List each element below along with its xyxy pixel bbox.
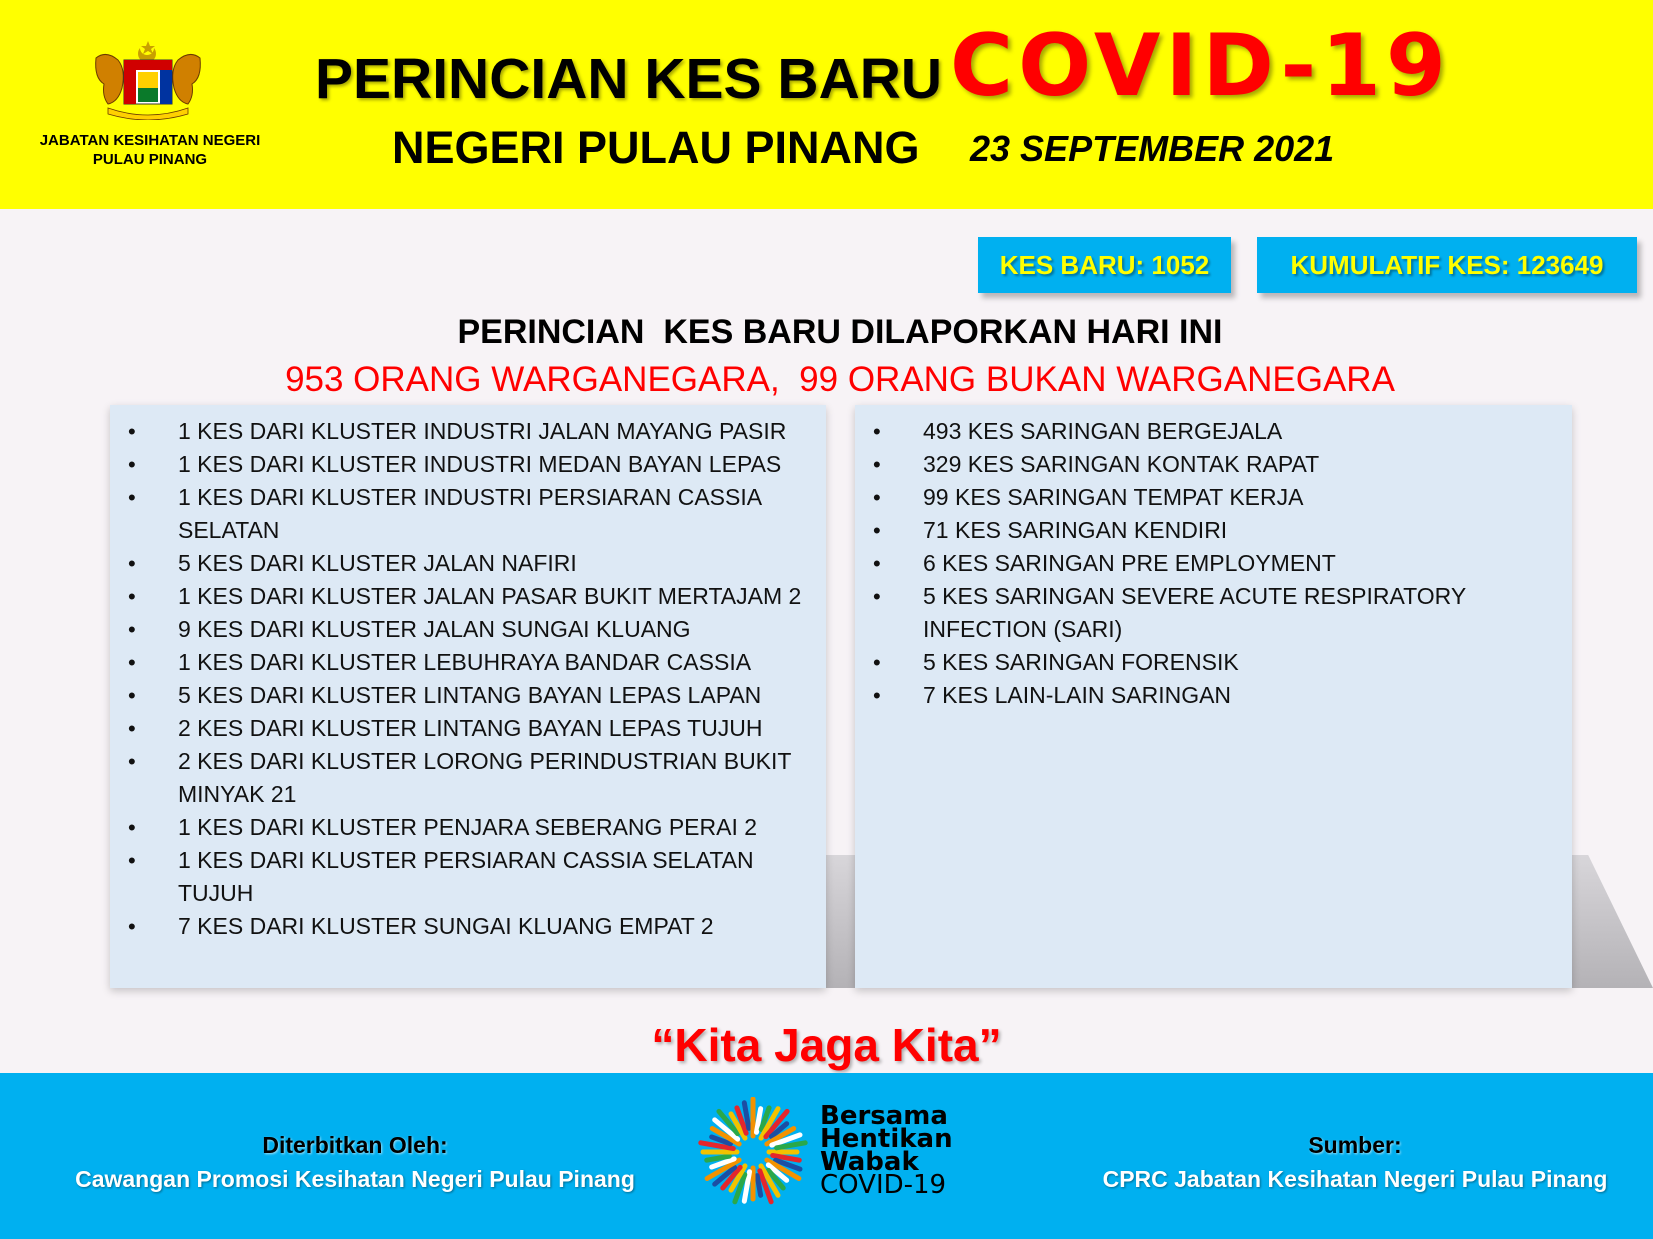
state-title: NEGERI PULAU PINANG [392, 122, 920, 173]
list-item: • 99 KES SARINGAN TEMPAT KERJA [855, 481, 1572, 514]
list-item: • 1 KES DARI KLUSTER JALAN PASAR BUKIT MERTAJAM 2 [110, 580, 826, 613]
list-item: • 1 KES DARI KLUSTER PERSIARAN CASSIA SELATAN TUJUH [110, 844, 826, 910]
covid-title: COVID-19 [950, 16, 1451, 116]
coat-of-arms-logo [88, 38, 208, 120]
campaign-line: Bersama [820, 1101, 948, 1131]
list-item: • 9 KES DARI KLUSTER JALAN SUNGAI KLUANG [110, 613, 826, 646]
list-item: • 6 KES SARINGAN PRE EMPLOYMENT [855, 547, 1572, 580]
source-value: CPRC Jabatan Kesihatan Negeri Pulau Pinang [1102, 1166, 1608, 1192]
list-item: • 1 KES DARI KLUSTER PENJARA SEBERANG PERAI 2 [110, 811, 826, 844]
panel-shadow [1572, 855, 1653, 988]
list-item: • 1 KES DARI KLUSTER INDUSTRI JALAN MAYANG PASIR [110, 415, 826, 448]
footer-banner [0, 1073, 1653, 1239]
source-label: Sumber: [1308, 1132, 1402, 1158]
list-item: • 5 KES SARINGAN FORENSIK [855, 646, 1572, 679]
list-item: • 493 KES SARINGAN BERGEJALA [855, 415, 1572, 448]
list-item: • 7 KES DARI KLUSTER SUNGAI KLUANG EMPAT 2 [110, 910, 826, 943]
list-item: • 1 KES DARI KLUSTER INDUSTRI PERSIARAN CASSIA SELATAN [110, 481, 826, 547]
cluster-list-panel [110, 405, 826, 988]
screening-list-panel [855, 405, 1572, 988]
new-cases-badge: KES BARU: 1052 [978, 237, 1231, 293]
list-item: • 329 KES SARINGAN KONTAK RAPAT [855, 448, 1572, 481]
list-item: • 71 KES SARINGAN KENDIRI [855, 514, 1572, 547]
section-subtitle: PERINCIAN KES BARU DILAPORKAN HARI INI [457, 313, 1223, 351]
campaign-line: COVID-19 [820, 1170, 947, 1200]
list-item: • 2 KES DARI KLUSTER LORONG PERINDUSTRIAN BUKIT MINYAK 21 [110, 745, 826, 811]
campaign-line: Hentikan [820, 1124, 953, 1154]
list-item: • 5 KES DARI KLUSTER JALAN NAFIRI [110, 547, 826, 580]
list-item: • 5 KES DARI KLUSTER LINTANG BAYAN LEPAS LAPAN [110, 679, 826, 712]
list-item: • 5 KES SARINGAN SEVERE ACUTE RESPIRATORY INFECTION (SARI) [855, 580, 1572, 646]
slogan: “Kita Jaga Kita” [651, 1019, 1002, 1071]
published-by-value: Cawangan Promosi Kesihatan Negeri Pulau Pinang [75, 1166, 635, 1192]
department-line-2: PULAU PINANG [92, 151, 208, 168]
department-name [20, 131, 280, 169]
cumulative-cases-badge: KUMULATIF KES: 123649 [1257, 237, 1637, 293]
campaign-line: Wabak [820, 1147, 919, 1177]
list-item: • 7 KES LAIN-LAIN SARINGAN [855, 679, 1572, 712]
list-item: • 2 KES DARI KLUSTER LINTANG BAYAN LEPAS TUJUH [110, 712, 826, 745]
campaign-text [820, 1101, 953, 1200]
cluster-list [110, 405, 826, 943]
published-by-label: Diterbitkan Oleh: [262, 1132, 448, 1158]
list-item: • 1 KES DARI KLUSTER INDUSTRI MEDAN BAYAN LEPAS [110, 448, 826, 481]
page-title: PERINCIAN KES BARU [315, 47, 943, 111]
header-banner [0, 0, 1653, 209]
starburst-ray [757, 1176, 760, 1196]
citizenship-breakdown: 953 ORANG WARGANEGARA, 99 ORANG BUKAN WARGANEGARA [285, 360, 1395, 399]
department-line-1: JABATAN KESIHATAN NEGERI [39, 132, 261, 149]
panel-shadow [826, 855, 855, 988]
campaign-starburst-logo [698, 1097, 808, 1207]
report-date: 23 SEPTEMBER 2021 [970, 128, 1335, 169]
screening-list [855, 405, 1572, 712]
list-item: • 1 KES DARI KLUSTER LEBUHRAYA BANDAR CASSIA [110, 646, 826, 679]
